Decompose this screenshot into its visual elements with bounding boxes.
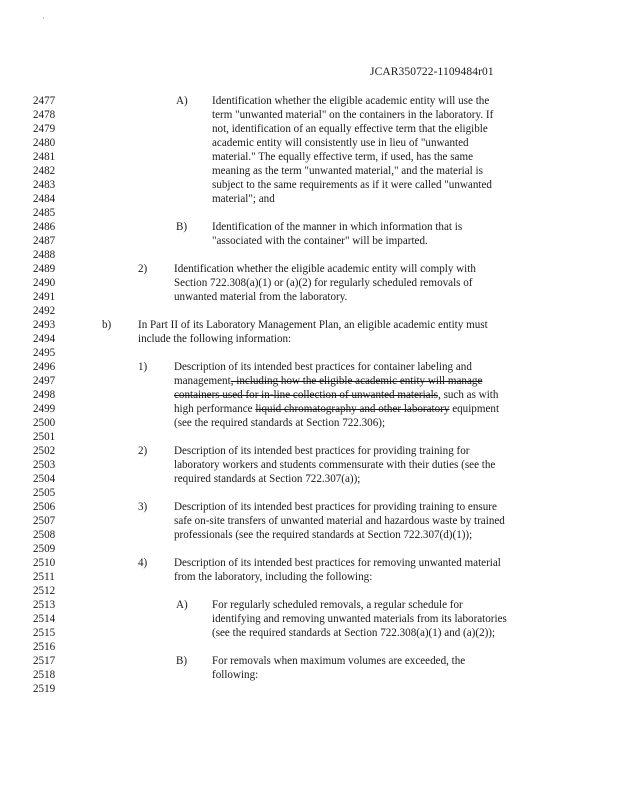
para-b2-line-1: Description of its intended best practices for providing training for — [174, 445, 470, 457]
line-number: 2482 — [33, 165, 56, 177]
item-label-A2: A) — [176, 599, 188, 611]
line-number: 2483 — [33, 179, 56, 191]
line-number: 2480 — [33, 137, 56, 149]
line-number: 2504 — [33, 473, 56, 485]
line-number: 2505 — [33, 487, 56, 499]
document-id-header: JCAR350722-1109484r01 — [370, 66, 494, 78]
para-b1-line-3: containers used for in-line collection of unwanted materials, such as with — [174, 389, 499, 401]
line-number: 2508 — [33, 529, 56, 541]
para-b1-line-4: high performance liquid chromatography and other laboratory equipment — [174, 403, 500, 415]
item-label-A: A) — [176, 95, 188, 107]
line-number: 2499 — [33, 403, 56, 415]
line-number: 2498 — [33, 389, 56, 401]
para-A1-line-5: material." The equally effective term, if used, has the same — [212, 151, 474, 163]
para-2-line-3: unwanted material from the laboratory. — [174, 291, 348, 303]
line-number: 2479 — [33, 123, 56, 135]
line-number: 2511 — [33, 571, 55, 583]
para-b3-line-3: professionals (see the required standards at Section 722.307(d)(1)); — [174, 529, 473, 541]
para-2-line-2: Section 722.308(a)(1) or (a)(2) for regularly scheduled removals of — [174, 277, 473, 289]
item-label-2: 2) — [138, 263, 148, 275]
para-B1-line-1: Identification of the manner in which information that is — [212, 221, 463, 233]
line-number: 2513 — [33, 599, 56, 611]
para-b1-line-1: Description of its intended best practices for container labeling and — [174, 361, 472, 373]
line-number: 2514 — [33, 613, 56, 625]
line-number: 2493 — [33, 319, 56, 331]
para-b2-line-3: required standards at Section 722.307(a)); — [174, 473, 361, 485]
line-number: 2518 — [33, 669, 56, 681]
struck-text: containers used for in-line collection of unwanted materials — [174, 389, 439, 401]
para-A1-line-6: meaning as the term "unwanted material," and the material is — [212, 165, 483, 177]
para-A2-line-3: (see the required standards at Section 722.308(a)(1) and (a)(2)); — [212, 627, 496, 639]
line-number: 2494 — [33, 333, 56, 345]
line-number: 2496 — [33, 361, 56, 373]
line-number: 2491 — [33, 291, 56, 303]
line-number: 2501 — [33, 431, 56, 443]
line-number: 2487 — [33, 235, 56, 247]
para-b3-line-2: safe on-site transfers of unwanted material and hazardous waste by trained — [174, 515, 505, 527]
line-number: 2500 — [33, 417, 56, 429]
line-number: 2509 — [33, 543, 56, 555]
line-number: 2477 — [33, 95, 56, 107]
item-label-b1: 1) — [138, 361, 148, 373]
para-b1-line-5: (see the required standards at Section 722.306); — [174, 417, 386, 429]
line-number: 2516 — [33, 641, 56, 653]
para-A1-line-7: subject to the same requirements as if it were called "unwanted — [212, 179, 492, 191]
speck-mark: · — [42, 14, 45, 23]
para-B1-line-2: "associated with the container" will be imparted. — [212, 235, 428, 247]
para-A1-line-1: Identification whether the eligible academic entity will use the — [212, 95, 490, 107]
item-label-B: B) — [176, 221, 188, 233]
line-number: 2497 — [33, 375, 56, 387]
line-number: 2485 — [33, 207, 56, 219]
para-b3-line-1: Description of its intended best practices for providing training to ensure — [174, 501, 497, 513]
line-number: 2510 — [33, 557, 56, 569]
line-number: 2481 — [33, 151, 56, 163]
line-number: 2489 — [33, 263, 56, 275]
para-b1-line-2: management, including how the eligible academic entity will manage — [174, 375, 483, 387]
line-number: 2515 — [33, 627, 56, 639]
line-number: 2519 — [33, 683, 56, 695]
para-B2-line-1: For removals when maximum volumes are exceeded, the — [212, 655, 466, 667]
struck-text: liquid chromatography and other laboratory — [255, 403, 450, 415]
para-A2-line-1: For regularly scheduled removals, a regular schedule for — [212, 599, 463, 611]
para-b4-line-2: from the laboratory, including the following: — [174, 571, 373, 583]
line-number: 2478 — [33, 109, 56, 121]
para-A2-line-2: identifying and removing unwanted materials from its laboratories — [212, 613, 507, 625]
line-number: 2490 — [33, 277, 56, 289]
line-number: 2495 — [33, 347, 56, 359]
para-b4-line-1: Description of its intended best practices for removing unwanted material — [174, 557, 501, 569]
para-A1-line-3: not, identification of an equally effective term that the eligible — [212, 123, 488, 135]
item-label-b4: 4) — [138, 557, 148, 569]
line-number: 2484 — [33, 193, 56, 205]
line-number: 2486 — [33, 221, 56, 233]
line-number: 2502 — [33, 445, 56, 457]
line-number: 2512 — [33, 585, 56, 597]
para-b-line-2: include the following information: — [138, 333, 292, 345]
para-B2-line-2: following: — [212, 669, 259, 681]
struck-text: , including how the eligible academic entity will manage — [230, 375, 483, 387]
item-label-b2: 2) — [138, 445, 148, 457]
para-A1-line-4: academic entity will consistently use in lieu of "unwanted — [212, 137, 469, 149]
line-number: 2503 — [33, 459, 56, 471]
para-A1-line-2: term "unwanted material" on the containers in the laboratory. If — [212, 109, 494, 121]
line-number: 2507 — [33, 515, 56, 527]
para-2-line-1: Identification whether the eligible academic entity will comply with — [174, 263, 476, 275]
item-label-B2: B) — [176, 655, 188, 667]
line-number: 2488 — [33, 249, 56, 261]
line-number: 2517 — [33, 655, 56, 667]
para-A1-line-8: material"; and — [212, 193, 275, 205]
para-b-line-1: In Part II of its Laboratory Management Plan, an eligible academic entity must — [138, 319, 488, 331]
item-label-b3: 3) — [138, 501, 148, 513]
subsection-label-b: b) — [102, 319, 112, 331]
para-b2-line-2: laboratory workers and students commensurate with their duties (see the — [174, 459, 496, 471]
line-number: 2506 — [33, 501, 56, 513]
line-number: 2492 — [33, 305, 56, 317]
